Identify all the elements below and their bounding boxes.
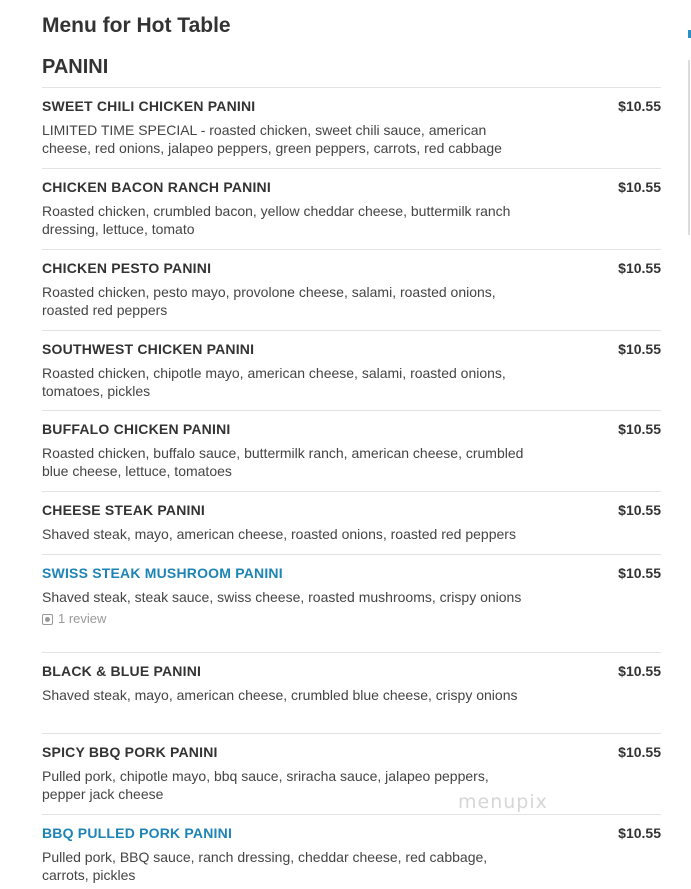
item-price: $10.55	[618, 825, 661, 841]
item-name: BUFFALO CHICKEN PANINI	[42, 421, 231, 437]
page-title: Menu for Hot Table	[42, 14, 231, 37]
item-description: Pulled pork, BBQ sauce, ranch dressing, cheddar cheese, red cabbage, carrots, pickles	[42, 849, 488, 883]
scroll-edge-bar	[688, 60, 690, 235]
item-name: BLACK & BLUE PANINI	[42, 663, 202, 679]
menu-item	[42, 250, 661, 331]
item-name: CHICKEN PESTO PANINI	[42, 260, 212, 276]
item-price: $10.55	[618, 565, 661, 581]
item-price: $10.55	[618, 663, 661, 679]
item-description: Shaved steak, steak sauce, swiss cheese, roasted mushrooms, crispy onions	[42, 589, 522, 605]
item-price: $10.55	[618, 341, 661, 357]
menu-item	[42, 653, 661, 734]
item-name-link[interactable]: SWISS STEAK MUSHROOM PANINI	[42, 565, 283, 581]
item-description: Roasted chicken, pesto mayo, provolone cheese, salami, roasted onions, roasted red peppers	[42, 284, 496, 318]
section-title: PANINI	[42, 56, 109, 78]
item-description: Roasted chicken, chipotle mayo, american cheese, salami, roasted onions, tomatoes, pickles	[42, 365, 506, 399]
item-price: $10.55	[618, 260, 661, 276]
menu-item	[42, 88, 661, 169]
item-price: $10.55	[618, 502, 661, 518]
menu-item	[42, 169, 661, 250]
item-price: $10.55	[618, 744, 661, 760]
item-description: Shaved steak, mayo, american cheese, roasted onions, roasted red peppers	[42, 526, 516, 542]
item-name: SOUTHWEST CHICKEN PANINI	[42, 341, 255, 357]
item-description: Shaved steak, mayo, american cheese, crumbled blue cheese, crispy onions	[42, 687, 518, 703]
review-count: 1 review	[58, 611, 107, 626]
menu-item	[42, 555, 661, 653]
watermark: menupix	[458, 791, 548, 813]
menu-list	[42, 87, 661, 889]
menu-item	[42, 331, 661, 411]
menu-item	[42, 492, 661, 555]
item-name: CHICKEN BACON RANCH PANINI	[42, 179, 271, 195]
item-price: $10.55	[618, 179, 661, 195]
menu-item	[42, 734, 661, 815]
item-name: SWEET CHILI CHICKEN PANINI	[42, 98, 256, 114]
item-name: SPICY BBQ PORK PANINI	[42, 744, 218, 760]
item-name: CHEESE STEAK PANINI	[42, 502, 206, 518]
review-link[interactable]	[42, 610, 122, 628]
item-description: Roasted chicken, crumbled bacon, yellow cheddar cheese, buttermilk ranch dressing, lettuce, tomato	[42, 203, 511, 237]
review-icon	[42, 614, 53, 625]
item-description: Roasted chicken, buffalo sauce, buttermilk ranch, american cheese, crumbled blue cheese, lettuce, tomatoes	[42, 445, 524, 479]
menu-item	[42, 411, 661, 492]
menu-item	[42, 815, 661, 889]
item-description: Pulled pork, chipotle mayo, bbq sauce, sriracha sauce, jalapeo peppers, pepper jack cheese	[42, 768, 489, 802]
item-price: $10.55	[618, 98, 661, 114]
item-description: LIMITED TIME SPECIAL - roasted chicken, sweet chili sauce, american cheese, red onions, jalapeo peppers, green peppers, carrots, red cabbage	[42, 122, 502, 156]
item-name-link[interactable]: BBQ PULLED PORK PANINI	[42, 825, 233, 841]
item-price: $10.55	[618, 421, 661, 437]
